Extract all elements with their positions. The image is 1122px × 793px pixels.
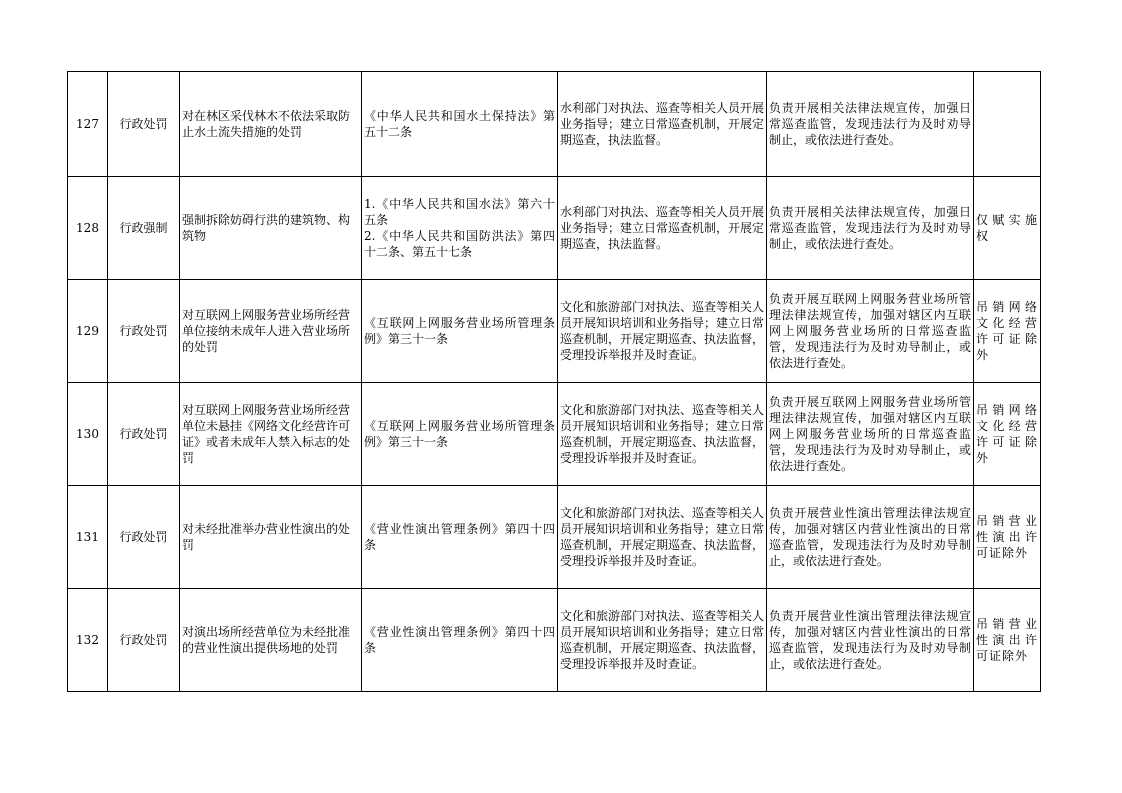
legal-basis bbox=[362, 280, 558, 383]
table-row bbox=[68, 280, 1041, 383]
department-duty: 文化和旅游部门对执法、巡查等相关人员开展知识培训和业务指导；建立日常巡查机制，开展定期巡查、执法监督，受理投诉举报并及时查证。 bbox=[558, 383, 767, 486]
row-number: 129 bbox=[68, 280, 108, 383]
power-type: 行政处罚 bbox=[108, 589, 180, 692]
department-duty: 文化和旅游部门对执法、巡查等相关人员开展知识培训和业务指导；建立日常巡查机制，开展定期巡查、执法监督，受理投诉举报并及时查证。 bbox=[558, 280, 767, 383]
remark: 仅赋实施权 bbox=[974, 177, 1041, 280]
legal-basis-line: 《中华人民共和国水土保持法》第五十二条 bbox=[364, 109, 555, 139]
power-type: 行政处罚 bbox=[108, 280, 180, 383]
town-duty: 负责开展互联网上网服务营业场所管理法律法规宣传，加强对辖区内互联网上网服务营业场所的日常巡查监管，发现违法行为及时劝导制止，或依法进行查处。 bbox=[767, 383, 974, 486]
table-row bbox=[68, 589, 1041, 692]
power-item: 对互联网上网服务营业场所经营单位未悬挂《网络文化经营许可证》或者未成年人禁入标志的处罚 bbox=[180, 383, 362, 486]
department-duty: 文化和旅游部门对执法、巡查等相关人员开展知识培训和业务指导；建立日常巡查机制，开展定期巡查、执法监督，受理投诉举报并及时查证。 bbox=[558, 486, 767, 589]
legal-basis-line: 《营业性演出管理条例》第四十四条 bbox=[364, 625, 555, 655]
town-duty: 负责开展营业性演出管理法律法规宣传，加强对辖区内营业性演出的日常巡查监管，发现违法行为及时劝导制止，或依法进行查处。 bbox=[767, 589, 974, 692]
town-duty: 负责开展相关法律法规宣传，加强日常巡查监管，发现违法行为及时劝导制止，或依法进行查处。 bbox=[767, 72, 974, 177]
remark: 吊销网络文化经营许可证除外 bbox=[974, 383, 1041, 486]
row-number: 127 bbox=[68, 72, 108, 177]
department-duty: 水利部门对执法、巡查等相关人员开展业务指导；建立日常巡查机制，开展定期巡查，执法监督。 bbox=[558, 72, 767, 177]
remark: 吊销营业性演出许可证除外 bbox=[974, 589, 1041, 692]
legal-basis-line: 《互联网上网服务营业场所管理条例》第三十一条 bbox=[364, 419, 555, 449]
power-type: 行政处罚 bbox=[108, 383, 180, 486]
row-number: 131 bbox=[68, 486, 108, 589]
power-item: 对未经批准举办营业性演出的处罚 bbox=[180, 486, 362, 589]
department-duty: 水利部门对执法、巡查等相关人员开展业务指导；建立日常巡查机制，开展定期巡查，执法监督。 bbox=[558, 177, 767, 280]
table-row bbox=[68, 383, 1041, 486]
power-item: 强制拆除妨碍行洪的建筑物、构筑物 bbox=[180, 177, 362, 280]
table-row bbox=[68, 177, 1041, 280]
legal-basis bbox=[362, 589, 558, 692]
power-item: 对在林区采伐林木不依法采取防止水土流失措施的处罚 bbox=[180, 72, 362, 177]
power-type: 行政处罚 bbox=[108, 72, 180, 177]
legal-basis-line: 《互联网上网服务营业场所管理条例》第三十一条 bbox=[364, 316, 555, 346]
legal-basis bbox=[362, 383, 558, 486]
legal-basis-line: 2.《中华人民共和国防洪法》第四十二条、第五十七条 bbox=[364, 229, 555, 259]
legal-basis-line: 《营业性演出管理条例》第四十四条 bbox=[364, 522, 555, 552]
row-number: 132 bbox=[68, 589, 108, 692]
power-item: 对互联网上网服务营业场所经营单位接纳未成年人进入营业场所的处罚 bbox=[180, 280, 362, 383]
power-type: 行政强制 bbox=[108, 177, 180, 280]
legal-basis bbox=[362, 72, 558, 177]
power-type: 行政处罚 bbox=[108, 486, 180, 589]
table-row bbox=[68, 486, 1041, 589]
legal-basis bbox=[362, 486, 558, 589]
power-item: 对演出场所经营单位为未经批准的营业性演出提供场地的处罚 bbox=[180, 589, 362, 692]
town-duty: 负责开展互联网上网服务营业场所管理法律法规宣传，加强对辖区内互联网上网服务营业场所的日常巡查监管，发现违法行为及时劝导制止，或依法进行查处。 bbox=[767, 280, 974, 383]
department-duty: 文化和旅游部门对执法、巡查等相关人员开展知识培训和业务指导；建立日常巡查机制，开展定期巡查、执法监督，受理投诉举报并及时查证。 bbox=[558, 589, 767, 692]
remark: 吊销营业性演出许可证除外 bbox=[974, 486, 1041, 589]
table-row bbox=[68, 72, 1041, 177]
remark: 吊销网络文化经营许可证除外 bbox=[974, 280, 1041, 383]
responsibility-table bbox=[67, 71, 1041, 692]
remark bbox=[974, 72, 1041, 177]
row-number: 128 bbox=[68, 177, 108, 280]
row-number: 130 bbox=[68, 383, 108, 486]
town-duty: 负责开展相关法律法规宣传，加强日常巡查监管，发现违法行为及时劝导制止，或依法进行查处。 bbox=[767, 177, 974, 280]
town-duty: 负责开展营业性演出管理法律法规宣传，加强对辖区内营业性演出的日常巡查监管，发现违法行为及时劝导制止，或依法进行查处。 bbox=[767, 486, 974, 589]
legal-basis bbox=[362, 177, 558, 280]
legal-basis-line: 1.《中华人民共和国水法》第六十五条 bbox=[364, 197, 555, 227]
